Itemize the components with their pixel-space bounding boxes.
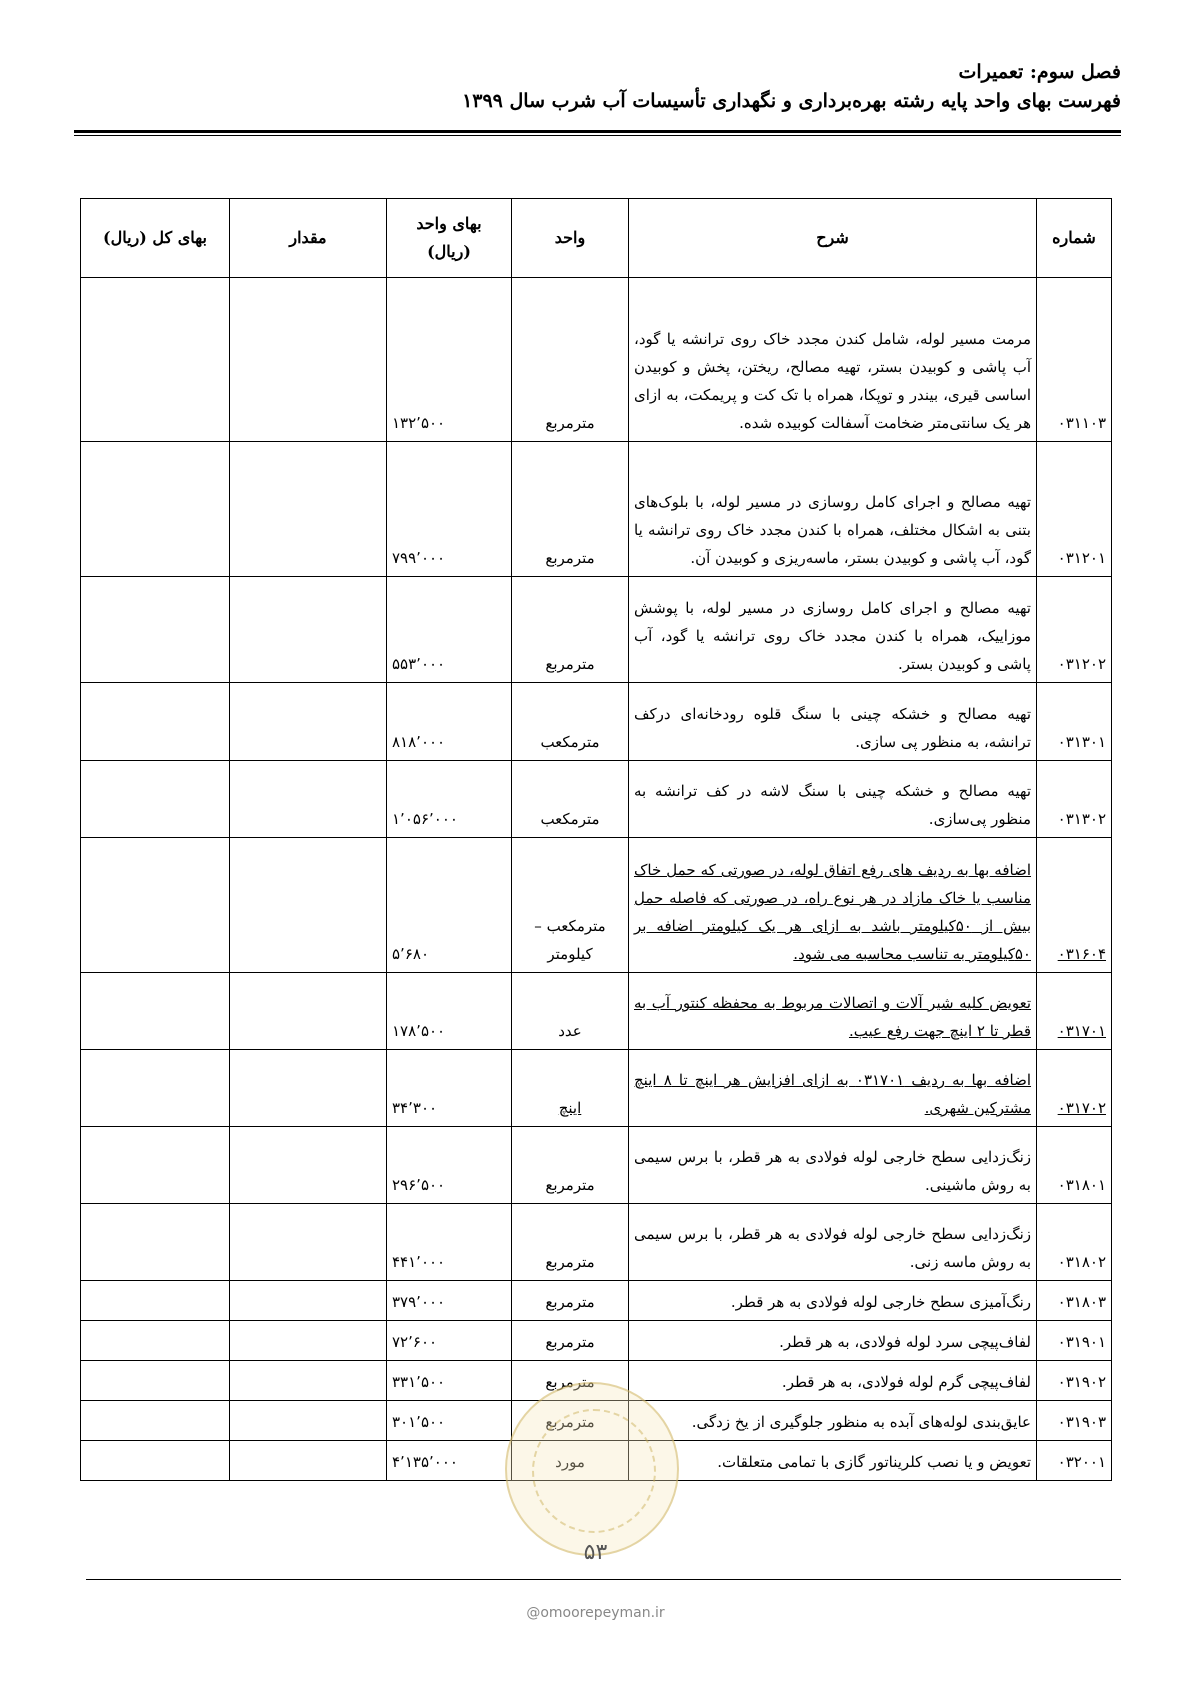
- item-description-text: تعویض و یا نصب کلریناتور گازی با تمامی متعلقات.: [717, 1453, 1031, 1471]
- item-description: [629, 761, 1037, 838]
- item-total-price: [81, 1281, 230, 1321]
- item-quantity: [230, 577, 387, 683]
- item-code: [1037, 838, 1112, 973]
- item-unit-text: مترمکعب: [540, 733, 600, 751]
- item-code-text: ۰۳۲۰۰۱: [1057, 1453, 1106, 1471]
- item-code-text: ۰۳۱۳۰۱: [1057, 733, 1106, 751]
- item-description-text: لفاف‌پیچی سرد لوله فولادی، به هر قطر.: [779, 1333, 1031, 1351]
- item-code-text: ۰۳۱۹۰۲: [1057, 1373, 1106, 1391]
- item-code-text: ۰۳۱۷۰۱: [1057, 1022, 1106, 1040]
- item-code-text: ۰۳۱۸۰۲: [1057, 1253, 1106, 1271]
- table-row: [81, 683, 1112, 761]
- item-unit-price: [387, 761, 512, 838]
- item-quantity: [230, 1127, 387, 1204]
- item-quantity: [230, 683, 387, 761]
- item-unit-price: [387, 1050, 512, 1127]
- item-unit-text: مترمربع: [545, 1253, 595, 1271]
- item-quantity: [230, 1441, 387, 1481]
- item-quantity: [230, 1361, 387, 1401]
- item-description: [629, 973, 1037, 1050]
- item-total-price: [81, 1361, 230, 1401]
- item-unit: [512, 1321, 629, 1361]
- item-unit-price-text: ۵۵۳٬۰۰۰: [392, 655, 446, 673]
- table-row: [81, 577, 1112, 683]
- item-unit-price-text: ۳۳۱٬۵۰۰: [392, 1373, 446, 1391]
- item-unit-price-text: ۱٬۰۵۶٬۰۰۰: [392, 810, 458, 828]
- item-code: [1037, 1127, 1112, 1204]
- item-description: [629, 1127, 1037, 1204]
- item-description: [629, 1321, 1037, 1361]
- item-total-price: [81, 1321, 230, 1361]
- item-code-text: ۰۳۱۷۰۲: [1057, 1099, 1106, 1117]
- item-total-price: [81, 1401, 230, 1441]
- item-code: [1037, 683, 1112, 761]
- item-unit: [512, 838, 629, 973]
- item-unit-text: عدد: [558, 1022, 582, 1040]
- table-row: [81, 1204, 1112, 1281]
- item-description: [629, 278, 1037, 442]
- item-unit-price: [387, 577, 512, 683]
- item-unit: [512, 1204, 629, 1281]
- item-description-text: تهیه مصالح و اجرای کامل روسازی در مسیر لوله، با بلوک‌های بتنی به اشکال مختلف، همراه با کندن مجدد خاک روی ترانشه یا گود، آب پاشی و کوبیدن بستر، ماسه‌ریزی و کوبیدن آن.: [634, 493, 1031, 567]
- item-unit-price: [387, 973, 512, 1050]
- table-row: [81, 278, 1112, 442]
- item-code: [1037, 1204, 1112, 1281]
- column-header-quantity: مقدار: [230, 199, 387, 278]
- item-description-text: مرمت مسیر لوله، شامل کندن مجدد خاک روی ترانشه یا گود، آب پاشی و کوبیدن بستر، تهیه مصالح، ریختن، پخش و کوبیدن اساسی قیری، بیندر و توپکا، همراه با تک کت و پریمکت، به ازای هر یک سانتی‌متر ضخامت آسفالت کوبیده شده.: [634, 330, 1031, 432]
- table-header-row: [81, 199, 1112, 278]
- item-unit-price-text: ۸۱۸٬۰۰۰: [392, 733, 446, 751]
- item-unit: [512, 577, 629, 683]
- footer-rule: [86, 1579, 1121, 1580]
- item-unit-text: مترمربع: [545, 549, 595, 567]
- item-code: [1037, 1361, 1112, 1401]
- item-description-text: عایق‌بندی لوله‌های آبده به منظور جلوگیری از یخ زدگی.: [691, 1413, 1031, 1431]
- item-unit-price-text: ۷۹۹٬۰۰۰: [392, 549, 446, 567]
- header-rule-thin: [74, 135, 1121, 136]
- item-code: [1037, 1281, 1112, 1321]
- item-unit-price-text: ۱۷۸٬۵۰۰: [392, 1022, 446, 1040]
- column-header-code: شماره: [1037, 199, 1112, 278]
- item-description-text: زنگ‌زدایی سطح خارجی لوله فولادی به هر قطر، با برس سیمی به روش ماشینی.: [634, 1148, 1031, 1194]
- item-unit-text: مترمکعب – کیلومتر: [534, 917, 606, 963]
- item-unit-text: مترمربع: [545, 414, 595, 432]
- item-total-price: [81, 442, 230, 577]
- item-description-text: اضافه بها به ردیف ۰۳۱۷۰۱ به ازای افزایش هر اینچ تا ۸ اینچ مشترکین شهری.: [634, 1071, 1032, 1117]
- item-unit: [512, 278, 629, 442]
- table-row: [81, 1321, 1112, 1361]
- item-code-text: ۰۳۱۶۰۴: [1057, 945, 1106, 963]
- item-code-text: ۰۳۱۳۰۲: [1057, 810, 1106, 828]
- item-total-price: [81, 973, 230, 1050]
- item-quantity: [230, 442, 387, 577]
- item-unit: [512, 761, 629, 838]
- item-code: [1037, 278, 1112, 442]
- item-code: [1037, 577, 1112, 683]
- item-unit: [512, 442, 629, 577]
- table-row: [81, 1281, 1112, 1321]
- item-unit-text: اینچ: [558, 1099, 582, 1117]
- item-unit-price-text: ۳۷۹٬۰۰۰: [392, 1293, 446, 1311]
- item-unit-text: مترمربع: [545, 1413, 595, 1431]
- item-quantity: [230, 1401, 387, 1441]
- item-description-text: اضافه بها به ردیف های رفع اتفاق لوله، در صورتی که حمل خاک مناسب یا خاک مازاد در هر نوع راه، در صورتی که فاصله حمل بیش از ۵۰کیلومتر باشد به ازای هر یک کیلومتر اضافه بر ۵۰کیلومتر به تناسب محاسبه می شود.: [634, 861, 1032, 963]
- item-unit-price: [387, 1204, 512, 1281]
- item-code-text: ۰۳۱۲۰۲: [1057, 655, 1106, 673]
- item-code-text: ۰۳۱۱۰۳: [1057, 414, 1106, 432]
- item-description-text: لفاف‌پیچی گرم لوله فولادی، به هر قطر.: [781, 1373, 1031, 1391]
- page-number: ۵۳: [583, 1540, 608, 1565]
- item-unit-text: مترمربع: [545, 1373, 595, 1391]
- item-description-text: تهیه مصالح و اجرای کامل روسازی در مسیر لوله، با پوشش موزاییک، همراه با کندن مجدد خاک روی ترانشه یا گود، آب پاشی و کوبیدن بستر.: [634, 599, 1031, 673]
- item-description-text: رنگ‌آمیزی سطح خارجی لوله فولادی به هر قطر.: [730, 1293, 1031, 1311]
- item-description: [629, 1361, 1037, 1401]
- item-code-text: ۰۳۱۹۰۳: [1057, 1413, 1106, 1431]
- item-code: [1037, 761, 1112, 838]
- table-row: [81, 1127, 1112, 1204]
- item-quantity: [230, 1321, 387, 1361]
- column-header-total-price: بهای کل (ریال): [81, 199, 230, 278]
- item-unit-price: [387, 1127, 512, 1204]
- item-total-price: [81, 1050, 230, 1127]
- item-unit-text: مترمربع: [545, 1333, 595, 1351]
- column-header-unit: واحد: [512, 199, 629, 278]
- item-quantity: [230, 838, 387, 973]
- column-header-unit-price: بهای واحد (ریال): [387, 199, 512, 278]
- item-unit-text: مترمربع: [545, 1176, 595, 1194]
- item-unit-price: [387, 838, 512, 973]
- item-description-text: زنگ‌زدایی سطح خارجی لوله فولادی به هر قطر، با برس سیمی به روش ماسه زنی.: [634, 1225, 1031, 1271]
- item-unit-price: [387, 1441, 512, 1481]
- item-unit: [512, 973, 629, 1050]
- item-description: [629, 1441, 1037, 1481]
- item-code: [1037, 1321, 1112, 1361]
- item-code: [1037, 1441, 1112, 1481]
- watermark-text: @omoorepeyman.ir: [526, 1605, 665, 1621]
- page-header: [70, 58, 1121, 116]
- item-description: [629, 1401, 1037, 1441]
- document-subtitle: فهرست بهای واحد پایه رشته بهره‌برداری و نگهداری تأسیسات آب شرب سال ۱۳۹۹: [462, 90, 1121, 112]
- item-unit-text: مترمربع: [545, 655, 595, 673]
- item-unit-price-text: ۵٬۶۸۰: [392, 945, 429, 963]
- item-unit: [512, 1050, 629, 1127]
- item-quantity: [230, 1050, 387, 1127]
- item-total-price: [81, 278, 230, 442]
- item-quantity: [230, 973, 387, 1050]
- item-unit: [512, 1127, 629, 1204]
- item-description: [629, 1050, 1037, 1127]
- item-quantity: [230, 1204, 387, 1281]
- item-unit-price-text: ۳۴٬۳۰۰: [392, 1099, 438, 1117]
- item-description-text: تعویض کلیه شیر آلات و اتصالات مربوط به محفظه کنتور آب به قطر تا ۲ اینچ جهت رفع عیب.: [634, 994, 1031, 1040]
- item-unit-price-text: ۳۰۱٬۵۰۰: [392, 1413, 446, 1431]
- stamp-logo: [505, 1382, 679, 1556]
- item-unit-price: [387, 1281, 512, 1321]
- chapter-title: فصل سوم: تعمیرات: [958, 61, 1121, 83]
- item-description: [629, 838, 1037, 973]
- item-code-text: ۰۳۱۹۰۱: [1057, 1333, 1106, 1351]
- item-unit-price-text: ۲۹۶٬۵۰۰: [392, 1176, 446, 1194]
- header-rule-thick: [74, 130, 1121, 133]
- item-unit-text: مورد: [555, 1453, 585, 1471]
- item-unit-price: [387, 278, 512, 442]
- item-total-price: [81, 838, 230, 973]
- item-description-text: تهیه مصالح و خشکه چینی با سنگ قلوه رودخانه‌ای درکف ترانشه، به منظور پی سازی.: [634, 705, 1031, 751]
- table-row: [81, 442, 1112, 577]
- item-code-text: ۰۳۱۸۰۳: [1057, 1293, 1106, 1311]
- item-unit-price-text: ۷۲٬۶۰۰: [392, 1333, 438, 1351]
- item-code-text: ۰۳۱۸۰۱: [1057, 1176, 1106, 1194]
- item-total-price: [81, 761, 230, 838]
- price-list-table: [80, 198, 1112, 1481]
- item-description: [629, 1204, 1037, 1281]
- item-total-price: [81, 577, 230, 683]
- table-row: [81, 761, 1112, 838]
- item-quantity: [230, 761, 387, 838]
- item-code-text: ۰۳۱۲۰۱: [1057, 549, 1106, 567]
- item-code: [1037, 442, 1112, 577]
- item-total-price: [81, 1204, 230, 1281]
- table-row: [81, 1050, 1112, 1127]
- item-description: [629, 577, 1037, 683]
- item-unit-price: [387, 1321, 512, 1361]
- item-total-price: [81, 1127, 230, 1204]
- item-code: [1037, 973, 1112, 1050]
- item-unit-text: مترمربع: [545, 1293, 595, 1311]
- stamp-inner-ring: [532, 1409, 656, 1533]
- column-header-description: شرح: [629, 199, 1037, 278]
- item-unit-text: مترمکعب: [540, 810, 600, 828]
- item-description: [629, 442, 1037, 577]
- item-unit-price-text: ۴۴۱٬۰۰۰: [392, 1253, 446, 1271]
- table-row: [81, 838, 1112, 973]
- item-quantity: [230, 278, 387, 442]
- item-unit-price: [387, 442, 512, 577]
- item-total-price: [81, 683, 230, 761]
- item-code: [1037, 1401, 1112, 1441]
- item-unit-price: [387, 1401, 512, 1441]
- item-unit-price-text: ۱۳۲٬۵۰۰: [392, 414, 446, 432]
- item-unit: [512, 1281, 629, 1321]
- table-body: [81, 278, 1112, 1481]
- item-quantity: [230, 1281, 387, 1321]
- table-row: [81, 973, 1112, 1050]
- item-unit-price: [387, 1361, 512, 1401]
- item-unit-price: [387, 683, 512, 761]
- item-unit: [512, 683, 629, 761]
- item-description: [629, 683, 1037, 761]
- item-description-text: تهیه مصالح و خشکه چینی با سنگ لاشه در کف ترانشه به منظور پی‌سازی.: [634, 782, 1031, 828]
- item-code: [1037, 1050, 1112, 1127]
- item-total-price: [81, 1441, 230, 1481]
- item-description: [629, 1281, 1037, 1321]
- item-unit-price-text: ۴٬۱۳۵٬۰۰۰: [392, 1453, 458, 1471]
